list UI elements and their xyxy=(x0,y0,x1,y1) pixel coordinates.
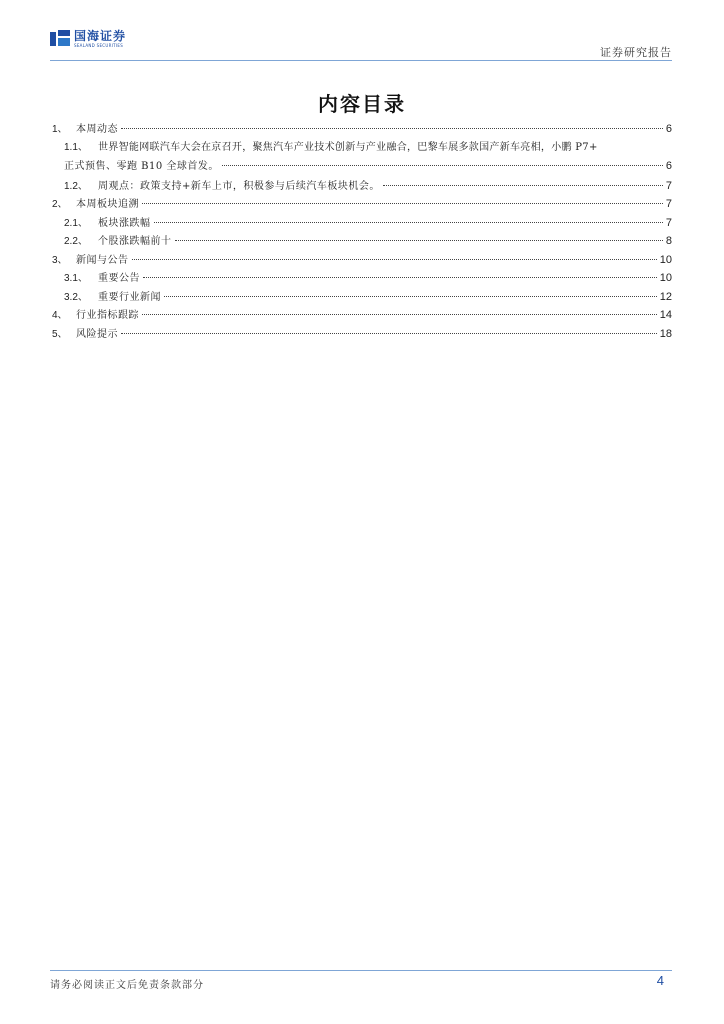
toc-leader-dots xyxy=(132,259,657,260)
toc-entry-number: 2、 xyxy=(52,199,68,210)
toc-entry-page: 7 xyxy=(665,216,672,229)
toc-leader-dots xyxy=(121,333,657,334)
toc-leader-dots xyxy=(164,296,657,297)
toc-entry-page: 8 xyxy=(665,235,672,247)
toc-entry-title: 周观点：政策支持+新车上市，积极参与后续汽车板块机会。 xyxy=(98,180,380,192)
toc-entry-page: 7 xyxy=(665,179,672,192)
toc-entry-title: 本周板块追溯 xyxy=(76,199,139,210)
toc-entry[interactable] xyxy=(50,288,672,307)
toc-entry-title: 风险提示 xyxy=(76,328,118,340)
footer-disclaimer: 请务必阅读正文后免责条款部分 xyxy=(50,980,204,991)
header-divider xyxy=(50,60,672,61)
toc-entry-title: 个股涨跌幅前十 xyxy=(98,236,172,247)
toc-leader-dots xyxy=(121,128,663,129)
toc-leader-dots xyxy=(142,203,663,204)
toc-leader-dots xyxy=(222,165,663,166)
toc-entry-title-line2: 正式预售、零跑 B10 全球首发。 xyxy=(64,161,219,172)
toc-entry-title: 本周动态 xyxy=(76,124,118,135)
footer-page-number: 4 xyxy=(656,973,664,988)
footer-divider xyxy=(50,970,672,971)
toc-entry-title-line1: 世界智能网联汽车大会在京召开，聚焦汽车产业技术创新与产业融合，巴黎车展多款国产新车亮相，小鹏 P7+ xyxy=(98,141,598,153)
toc-entry-page: 14 xyxy=(659,309,672,321)
toc-entry-number: 1、 xyxy=(52,124,68,135)
toc-entry-number: 1.2、 xyxy=(64,180,88,192)
toc-entry[interactable] xyxy=(50,325,672,344)
toc-entry[interactable] xyxy=(50,177,672,196)
toc-entry-number: 3.1、 xyxy=(64,273,88,284)
toc-leader-dots xyxy=(383,185,663,186)
toc-entry-number: 1.1、 xyxy=(64,141,88,153)
toc-entry-number: 2.1、 xyxy=(64,217,88,229)
toc-entry-page: 6 xyxy=(665,123,672,135)
table-of-contents xyxy=(50,120,672,343)
toc-leader-dots xyxy=(142,314,657,315)
toc-entry-page: 12 xyxy=(659,290,672,303)
toc-entry[interactable] xyxy=(50,269,672,288)
toc-entry[interactable] xyxy=(50,139,672,177)
toc-entry-page: 18 xyxy=(659,327,672,340)
toc-entry[interactable] xyxy=(50,232,672,251)
toc-entry-title: 重要行业新闻 xyxy=(98,291,161,303)
toc-entry[interactable] xyxy=(50,120,672,139)
toc-entry-number: 3.2、 xyxy=(64,291,88,303)
toc-entry-title: 行业指标跟踪 xyxy=(76,310,139,321)
page-header xyxy=(50,28,672,60)
toc-entry-number: 4、 xyxy=(52,310,68,321)
toc-leader-dots xyxy=(175,240,663,241)
toc-entry-page: 10 xyxy=(659,253,672,266)
report-type-label: 证券研究报告 xyxy=(600,46,672,59)
toc-entry-page: 7 xyxy=(665,198,672,210)
toc-entry-page: 10 xyxy=(659,272,672,284)
toc-entry[interactable] xyxy=(50,251,672,270)
toc-entry[interactable] xyxy=(50,214,672,233)
company-logo xyxy=(50,30,126,48)
toc-entry-page: 6 xyxy=(665,160,672,172)
logo-name-cn: 国海证券 xyxy=(74,29,127,43)
toc-entry-number: 3、 xyxy=(52,254,68,266)
toc-entry-number: 5、 xyxy=(52,328,68,340)
logo-name-en: SEALAND SECURITIES xyxy=(74,43,124,48)
toc-leader-dots xyxy=(143,277,657,278)
toc-entry[interactable] xyxy=(50,306,672,325)
logo-mark-icon xyxy=(50,30,70,48)
toc-entry-title: 新闻与公告 xyxy=(76,254,129,266)
toc-entry-number: 2.2、 xyxy=(64,236,88,247)
toc-leader-dots xyxy=(154,222,663,223)
toc-entry-title: 板块涨跌幅 xyxy=(98,217,151,229)
toc-entry[interactable] xyxy=(50,195,672,214)
page-title: 内容目录 xyxy=(318,92,406,116)
toc-entry-title: 重要公告 xyxy=(98,273,140,284)
